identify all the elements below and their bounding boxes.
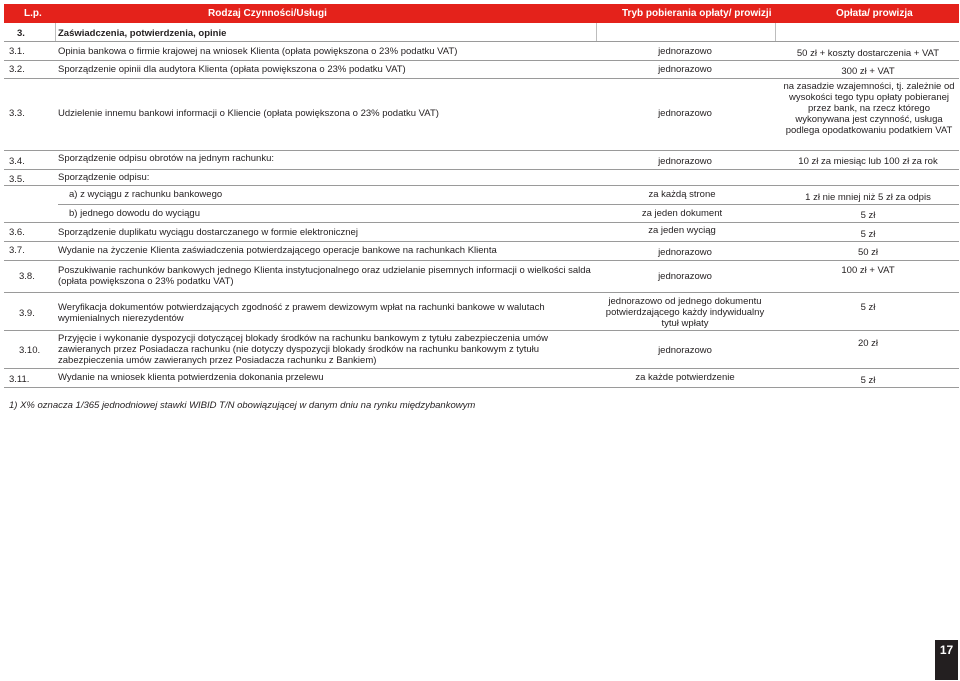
row-divider xyxy=(4,222,959,223)
row-divider xyxy=(4,185,959,186)
row-fee: 300 zł + VAT xyxy=(841,66,895,77)
header-fee: Opłata/ prowizja xyxy=(836,8,913,19)
row-divider xyxy=(4,292,959,293)
row-divider xyxy=(4,241,959,242)
row-fee: 50 zł + koszty dostarczenia + VAT xyxy=(796,48,940,59)
row-number: 3.10. xyxy=(19,345,41,356)
row-number: 3.6. xyxy=(9,227,25,238)
header-lp: L.p. xyxy=(24,8,42,19)
row-mode: jednorazowo xyxy=(658,345,712,356)
sub-row-mode: za każdą strone xyxy=(648,189,716,200)
row-mode: za każde potwierdzenie xyxy=(635,372,735,383)
row-description: Sporządzenie odpisu obrotów na jednym rachunku: xyxy=(58,153,274,164)
row-description: Sporządzenie odpisu: xyxy=(58,172,150,183)
row-divider xyxy=(4,78,959,79)
row-number: 3.2. xyxy=(9,64,25,75)
row-description: Udzielenie innemu bankowi informacji o Kliencie (opłata powiększona o 23% podatku VAT) xyxy=(58,108,439,119)
row-divider xyxy=(4,260,959,261)
row-description: Weryfikacja dokumentów potwierdzających zgodność z prawem dewizowym wpłat na rachunki bankowe w walutach wymienialnych nierezydentów xyxy=(58,302,545,324)
row-divider xyxy=(4,150,959,151)
row-description: Poszukiwanie rachunków bankowych jednego Klienta instytucjonalnego oraz udzielanie pisemnych informacji o wielkości salda (opłata powiększona o 23% podatku VAT) xyxy=(58,265,591,287)
row-mode: za jeden wyciąg xyxy=(648,225,716,236)
section-title: Zaświadczenia, potwierdzenia, opinie xyxy=(58,28,227,39)
sub-row-description: b) jednego dowodu do wyciągu xyxy=(69,208,200,219)
row-divider xyxy=(4,368,959,369)
row-number: 3.5. xyxy=(9,174,25,185)
row-mode: jednorazowo xyxy=(658,108,712,119)
row-number: 3.4. xyxy=(9,156,25,167)
row-description: Sporządzenie duplikatu wyciągu dostarczanego w formie elektronicznej xyxy=(58,227,358,238)
sub-row-fee: 5 zł xyxy=(860,210,876,221)
row-description: Przyjęcie i wykonanie dyspozycji dotyczącej blokady środków na rachunku bankowym z tytułu zabezpieczenia umów zawieranych przez Posiadacza rachunku (nie dotyczy dyspozycji blokady środków na rachunku bankowym z tytułu zabezpieczenia umów zawieranych przez Posiadacza rachunku z Bankiem) xyxy=(58,333,549,366)
row-divider xyxy=(58,204,959,205)
row-divider xyxy=(4,387,959,388)
sub-row-fee: 1 zł nie mniej niż 5 zł za odpis xyxy=(805,192,931,203)
row-description: Wydanie na życzenie Klienta zaświadczenia potwierdzającego operacje bankowe na rachunkach Klienta xyxy=(58,245,497,256)
row-fee: 5 zł xyxy=(860,302,876,313)
row-mode: jednorazowo od jednego dokumentu potwierdzającego każdy indywidualny tytuł wpłaty xyxy=(605,296,765,329)
row-divider xyxy=(4,169,959,170)
row-number: 3.3. xyxy=(9,108,25,119)
row-fee: 10 zł za miesiąc lub 100 zł za rok xyxy=(798,156,938,167)
row-fee: 5 zł xyxy=(860,375,876,386)
sub-row-mode: za jeden dokument xyxy=(641,208,723,219)
row-divider xyxy=(4,60,959,61)
row-fee: 50 zł xyxy=(857,247,879,258)
page-number: 17 xyxy=(935,640,958,680)
row-fee: 20 zł xyxy=(857,338,879,349)
row-description: Wydanie na wniosek klienta potwierdzenia dokonania przelewu xyxy=(58,372,324,383)
row-divider xyxy=(4,41,959,42)
row-mode: jednorazowo xyxy=(658,271,712,282)
row-mode: jednorazowo xyxy=(658,64,712,75)
section-number: 3. xyxy=(17,28,25,39)
row-number: 3.11. xyxy=(9,374,30,385)
row-fee: 5 zł xyxy=(860,229,876,240)
column-divider xyxy=(596,23,597,41)
column-divider xyxy=(55,23,56,41)
header-mode: Tryb pobierania opłaty/ prowizji xyxy=(622,8,772,19)
row-mode: jednorazowo xyxy=(658,247,712,258)
row-fee: 100 zł + VAT xyxy=(841,265,895,276)
row-fee: na zasadzie wzajemności, tj. zależnie od wysokości tego typu opłaty pobieranej przez bank, na rzecz którego wykonywana jest czynność, usługa podlega opodatkowaniu podatkiem VAT xyxy=(783,81,955,136)
row-description: Sporządzenie opinii dla audytora Klienta (opłata powiększona o 23% podatku VAT) xyxy=(58,64,406,75)
row-number: 3.9. xyxy=(19,308,35,319)
row-number: 3.1. xyxy=(9,46,25,57)
sub-row-description: a) z wyciągu z rachunku bankowego xyxy=(69,189,223,200)
footnote: 1) X% oznacza 1/365 jednodniowej stawki WIBID T/N obowiązującej w danym dniu na rynku międzybankowym xyxy=(9,400,476,411)
header-service: Rodzaj Czynności/Usługi xyxy=(208,8,327,19)
row-mode: jednorazowo xyxy=(658,156,712,167)
row-number: 3.7. xyxy=(9,245,25,256)
table-header xyxy=(4,4,959,23)
row-divider xyxy=(4,330,959,331)
row-number: 3.8. xyxy=(19,271,35,282)
row-description: Opinia bankowa o firmie krajowej na wniosek Klienta (opłata powiększona o 23% podatku VAT) xyxy=(58,46,458,57)
column-divider xyxy=(775,23,776,41)
row-mode: jednorazowo xyxy=(658,46,712,57)
